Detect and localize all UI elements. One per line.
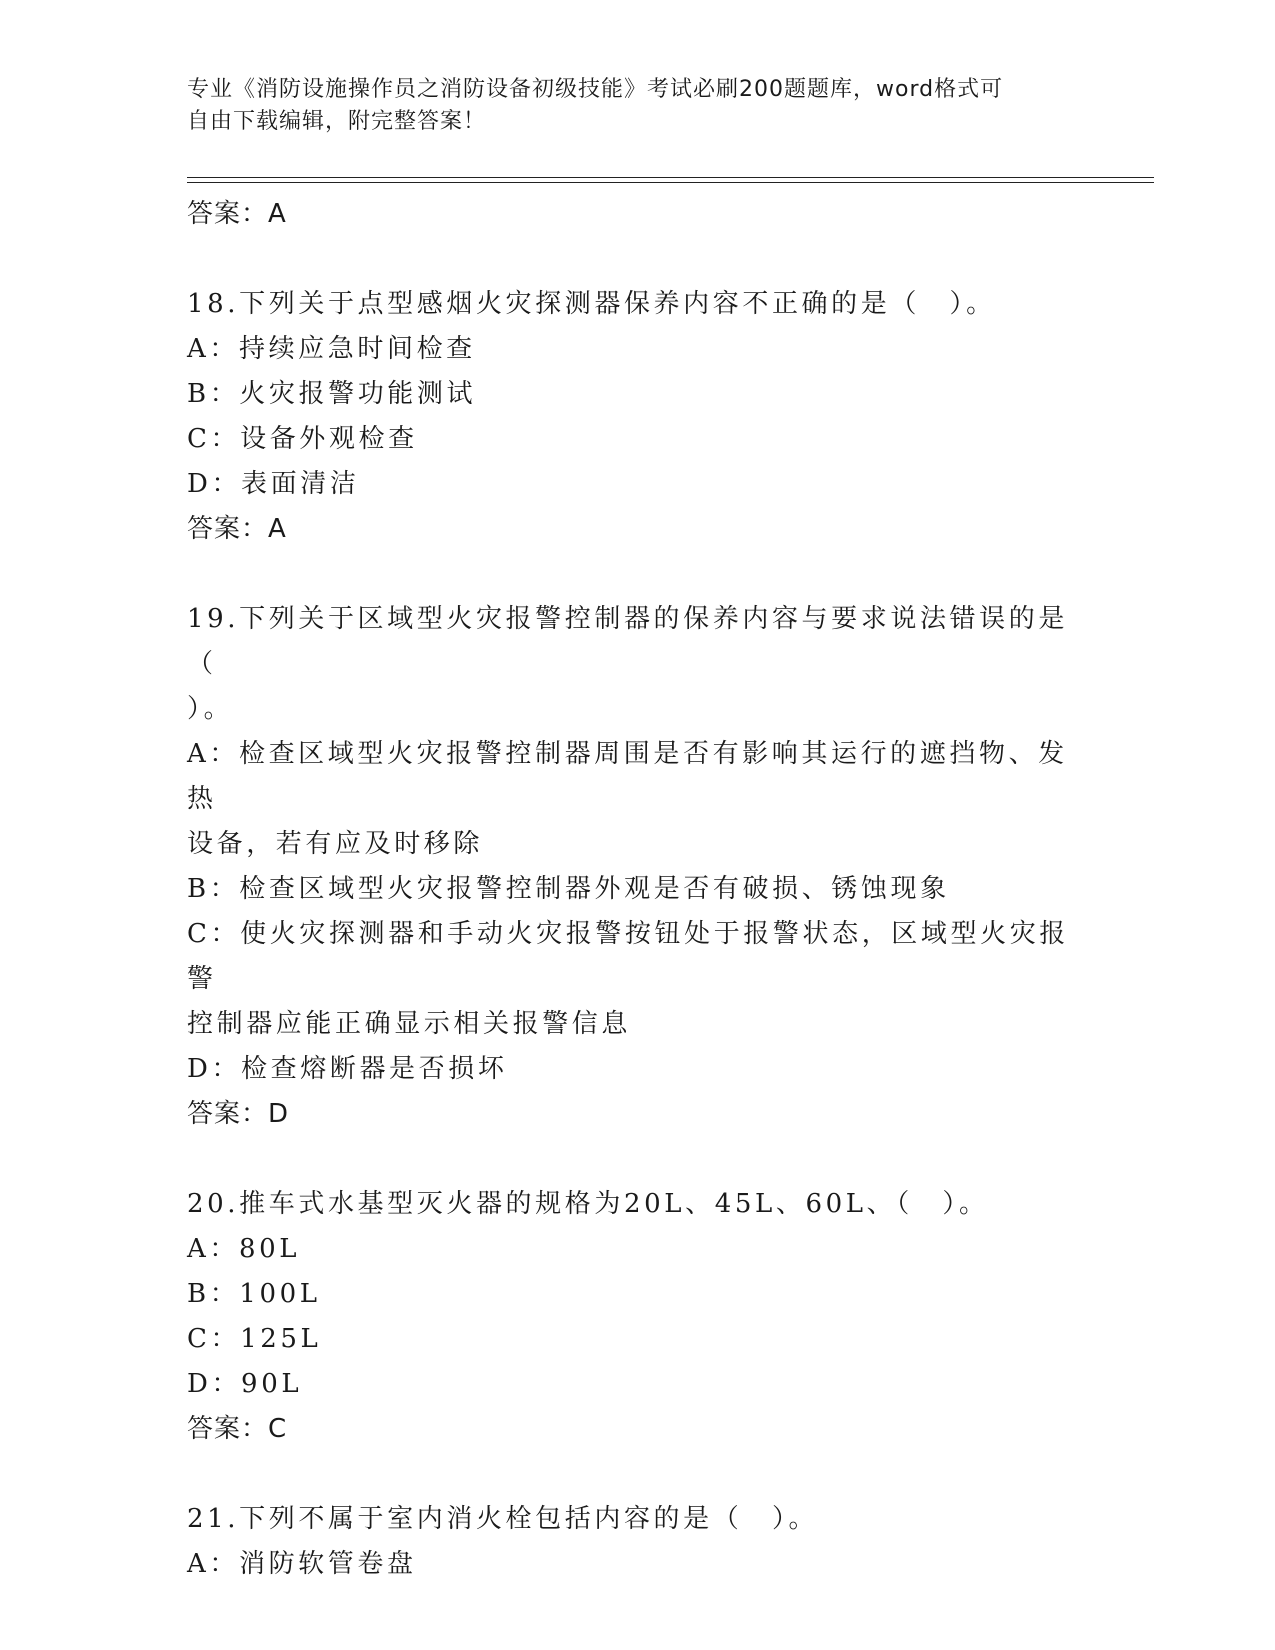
answer-20: 答案：C [187,1414,288,1444]
option-a-cont: 设备，若有应及时移除 [187,829,484,859]
header-divider-top [187,177,1154,178]
header-line-2: 自由下载编辑，附完整答案！ [187,109,487,134]
answer-19: 答案：D [187,1099,290,1129]
question-19 [187,597,1077,1136]
question-text: 20.推车式水基型灭火器的规格为20L、45L、60L、（ ）。 [187,1189,989,1219]
document-header [187,74,1067,138]
question-text: 18.下列关于点型感烟火灾探测器保养内容不正确的是（ ）。 [187,289,996,319]
option-b: B：检查区域型火灾报警控制器外观是否有破损、锈蚀现象 [187,874,950,904]
answer-18: 答案：A [187,514,287,544]
option-b: B：100L [187,1279,321,1309]
option-c: C：设备外观检查 [187,424,418,454]
option-d: D：表面清洁 [187,469,360,499]
option-a: A：消防软管卷盘 [187,1549,417,1579]
header-line-1: 专业《消防设施操作员之消防设备初级技能》考试必刷200题题库，word格式可 [187,77,1004,102]
option-c-cont: 控制器应能正确显示相关报警信息 [187,1009,632,1039]
question-18 [187,282,1077,551]
question-text: 19.下列关于区域型火灾报警控制器的保养内容与要求说法错误的是（ [187,604,1068,679]
option-b: B：火灾报警功能测试 [187,379,477,409]
option-d: D：90L [187,1369,303,1399]
option-c: C：125L [187,1324,322,1354]
option-a: A：80L [187,1234,301,1264]
option-a: A：持续应急时间检查 [187,334,476,364]
option-a: A：检查区域型火灾报警控制器周围是否有影响其运行的遮挡物、发热 [187,739,1068,814]
option-c: C：使火灾探测器和手动火灾报警按钮处于报警状态，区域型火灾报警 [187,919,1069,994]
question-list [187,192,1077,1587]
answer-17: 答案：A [187,199,287,229]
question-text-cont: ）。 [187,694,234,724]
question-20 [187,1182,1077,1451]
header-divider-bottom [187,182,1154,183]
question-text: 21.下列不属于室内消火栓包括内容的是（ ）。 [187,1504,819,1534]
option-d: D：检查熔断器是否损坏 [187,1054,508,1084]
question-21 [187,1497,1077,1587]
